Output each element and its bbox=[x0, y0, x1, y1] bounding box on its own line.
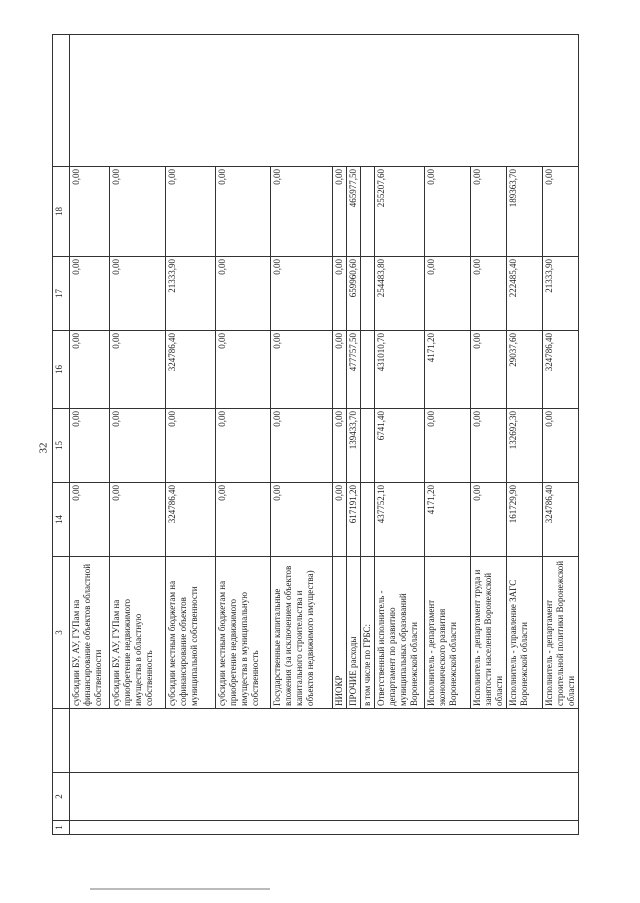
cell-c16 bbox=[361, 331, 375, 409]
cell-c17: 0,00 bbox=[333, 257, 347, 331]
budget-table bbox=[52, 34, 579, 835]
cell-c16: 0,00 bbox=[216, 331, 271, 409]
hdr-col-3: 3 bbox=[53, 557, 70, 709]
cell-c15: 0,00 bbox=[110, 409, 166, 483]
cell-c14: 617191,20 bbox=[347, 483, 361, 557]
cell-c15: 139433,70 bbox=[347, 409, 361, 483]
row-label: в том числе по ГРБС: bbox=[361, 557, 375, 709]
empty-cell-2 bbox=[70, 773, 579, 821]
scan-mark bbox=[90, 888, 270, 890]
cell-c15: 0,00 bbox=[425, 409, 471, 483]
row-label: субсидии БУ, АУ, ГУПам на финансирование объектов областной собственности bbox=[70, 557, 110, 709]
cell-c18: 0,00 bbox=[271, 167, 333, 257]
cell-c18: 465977,50 bbox=[347, 167, 361, 257]
row-label: НИОКР bbox=[333, 557, 347, 709]
cell-c15: 0,00 bbox=[333, 409, 347, 483]
rotated-table bbox=[52, 35, 574, 835]
cell-c15: 132692,30 bbox=[507, 409, 543, 483]
cell-c18: 0,00 bbox=[110, 167, 166, 257]
cell-c18: 0,00 bbox=[543, 167, 579, 257]
cell-c16: 324786,40 bbox=[543, 331, 579, 409]
cell-c14: 0,00 bbox=[216, 483, 271, 557]
cell-c18: 0,00 bbox=[216, 167, 271, 257]
cell-c15: 0,00 bbox=[166, 409, 216, 483]
cell-c16: 4171,20 bbox=[425, 331, 471, 409]
empty-cell-1 bbox=[70, 821, 579, 835]
cell-c16: 29037,60 bbox=[507, 331, 543, 409]
cell-c17: 0,00 bbox=[216, 257, 271, 331]
rotated-table-viewport bbox=[52, 35, 574, 835]
hdr-col-15: 15 bbox=[53, 409, 70, 483]
cell-c17: 0,00 bbox=[425, 257, 471, 331]
cell-c16: 0,00 bbox=[471, 331, 507, 409]
row-label: Исполнитель - департамент труда и занятости населения Воронежской области bbox=[471, 557, 507, 709]
cell-c18: 0,00 bbox=[166, 167, 216, 257]
cell-c15: 0,00 bbox=[271, 409, 333, 483]
row-label: Исполнитель - департамент экономического развития Воронежской области bbox=[425, 557, 471, 709]
cell-c15: 0,00 bbox=[471, 409, 507, 483]
cell-c17: 0,00 bbox=[110, 257, 166, 331]
cell-c18: 189363,70 bbox=[507, 167, 543, 257]
cell-c18: 0,00 bbox=[471, 167, 507, 257]
cell-c16: 477757,50 bbox=[347, 331, 361, 409]
row-label: субсидии местным бюджетам на приобретение недвижимого имущества в муниципальную собственность bbox=[216, 557, 271, 709]
cell-c18: 255207,60 bbox=[375, 167, 425, 257]
cell-c18: 0,00 bbox=[70, 167, 110, 257]
hdr-blank bbox=[53, 709, 70, 773]
cell-c16: 0,00 bbox=[70, 331, 110, 409]
hdr-col-17: 17 bbox=[53, 257, 70, 331]
row-label: Ответственный исполнитель - департамент по развитию муниципальных образований Воронежской области bbox=[375, 557, 425, 709]
row-label: Исполнитель - департамент строительной политики Воронежской области bbox=[543, 557, 579, 709]
cell-c17: 21333,90 bbox=[543, 257, 579, 331]
cell-c16: 0,00 bbox=[333, 331, 347, 409]
page-number: 32 bbox=[37, 442, 50, 454]
cell-c14: 161729,90 bbox=[507, 483, 543, 557]
cell-c15: 0,00 bbox=[216, 409, 271, 483]
row-label: ПРОЧИЕ расходы bbox=[347, 557, 361, 709]
hdr-tail bbox=[53, 35, 70, 167]
cell-c16: 431010,70 bbox=[375, 331, 425, 409]
cell-c14: 437752,10 bbox=[375, 483, 425, 557]
row-label: субсидии БУ, АУ, ГУПам на приобретение недвижимого имущества в областную собственность bbox=[110, 557, 166, 709]
hdr-col-1: 1 bbox=[53, 821, 70, 835]
cell-c14: 324786,40 bbox=[543, 483, 579, 557]
cell-c16: 324786,40 bbox=[166, 331, 216, 409]
row-label: субсидии местным бюджетам на софинансирование объектов муниципальной собственности bbox=[166, 557, 216, 709]
cell-c14: 324786,40 bbox=[166, 483, 216, 557]
table-header-row bbox=[53, 35, 70, 835]
cell-c17 bbox=[361, 257, 375, 331]
cell-c17: 0,00 bbox=[471, 257, 507, 331]
cell-c17: 254483,80 bbox=[375, 257, 425, 331]
cell-c16: 0,00 bbox=[271, 331, 333, 409]
cell-c14: 0,00 bbox=[110, 483, 166, 557]
row-label: Государственные капитальные вложения (за исключением объектов капитального строительства и объектов недвижимого имущества) bbox=[271, 557, 333, 709]
cell-c14: 4171,20 bbox=[425, 483, 471, 557]
hdr-col-2: 2 bbox=[53, 773, 70, 821]
hdr-col-18: 18 bbox=[53, 167, 70, 257]
cell-c15: 0,00 bbox=[70, 409, 110, 483]
empty-cell-3 bbox=[70, 709, 579, 773]
row-label: Исполнитель - управление ЗАГС Воронежской области bbox=[507, 557, 543, 709]
hdr-col-16: 16 bbox=[53, 331, 70, 409]
cell-c15: 6741,40 bbox=[375, 409, 425, 483]
cell-c18: 0,00 bbox=[425, 167, 471, 257]
cell-c14 bbox=[361, 483, 375, 557]
cell-c16: 0,00 bbox=[110, 331, 166, 409]
tail-cell bbox=[70, 35, 579, 167]
cell-c17: 659960,60 bbox=[347, 257, 361, 331]
cell-c17: 0,00 bbox=[70, 257, 110, 331]
cell-c18 bbox=[361, 167, 375, 257]
cell-c18: 0,00 bbox=[333, 167, 347, 257]
cell-c17: 0,00 bbox=[271, 257, 333, 331]
table-row bbox=[70, 35, 110, 835]
cell-c14: 0,00 bbox=[70, 483, 110, 557]
cell-c15 bbox=[361, 409, 375, 483]
cell-c14: 0,00 bbox=[471, 483, 507, 557]
cell-c14: 0,00 bbox=[333, 483, 347, 557]
cell-c17: 222485,40 bbox=[507, 257, 543, 331]
cell-c17: 21333,90 bbox=[166, 257, 216, 331]
cell-c15: 0,00 bbox=[543, 409, 579, 483]
hdr-col-14: 14 bbox=[53, 483, 70, 557]
cell-c14: 0,00 bbox=[271, 483, 333, 557]
